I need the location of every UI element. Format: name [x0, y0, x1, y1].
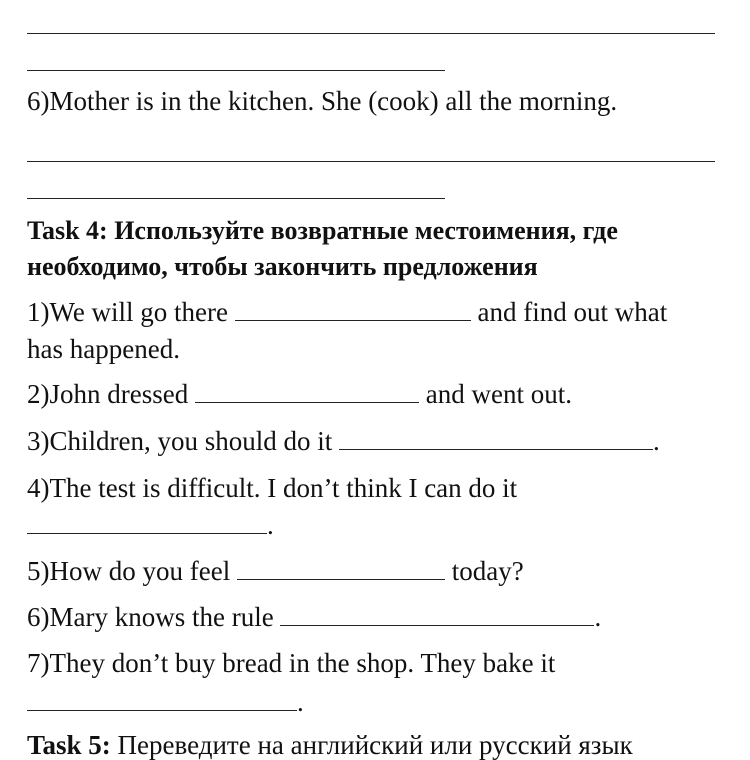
item-text: 3)Children, you should do it — [27, 426, 333, 456]
item-text: 2)John dressed — [27, 379, 189, 409]
answer-line[interactable] — [27, 70, 445, 71]
exercise-item — [27, 381, 572, 408]
answer-line[interactable] — [27, 161, 715, 162]
answer-blank[interactable] — [27, 709, 297, 711]
exercise-item — [27, 558, 524, 585]
answer-blank[interactable] — [339, 448, 653, 450]
item-text: and find out what — [477, 297, 668, 327]
answer-blank[interactable] — [195, 401, 419, 403]
exercise-item — [27, 299, 667, 326]
task-5-label: Task 5: — [27, 730, 111, 760]
answer-blank[interactable] — [280, 624, 594, 626]
exercise-item — [27, 428, 660, 455]
item-text: 5)How do you feel — [27, 556, 231, 586]
answer-line[interactable] — [27, 198, 445, 199]
task-5-title — [27, 732, 633, 759]
answer-blank[interactable] — [27, 532, 267, 534]
exercise-item — [27, 604, 601, 631]
item-text: . — [297, 687, 304, 717]
item-text: today? — [451, 556, 524, 586]
item-text: . — [267, 510, 274, 540]
item-text: 6)Mary knows the rule — [27, 602, 274, 632]
task-5-text: Переведите на английский или русский язык — [117, 730, 633, 760]
item-continuation: has happened. — [27, 334, 180, 364]
item-text: 1)We will go there — [27, 297, 229, 327]
item-continuation — [27, 689, 304, 716]
task-4-title: Task 4: Используйте возвратные местоимения, где — [27, 216, 618, 245]
item-text: and went out. — [425, 379, 572, 409]
item-continuation — [27, 512, 274, 539]
exercise-item: 4)The test is difficult. I don’t think I can do it — [27, 473, 518, 503]
exercise-item: 6)Mother is in the kitchen. She (cook) all the morning. — [27, 86, 618, 116]
answer-blank[interactable] — [235, 319, 471, 321]
answer-line[interactable] — [27, 33, 715, 34]
task-4-title-cont: необходимо, чтобы закончить предложения — [27, 252, 538, 281]
exercise-item: 7)They don’t buy bread in the shop. They bake it — [27, 648, 556, 678]
answer-blank[interactable] — [237, 578, 445, 580]
item-text: . — [594, 602, 602, 632]
item-text: . — [653, 426, 660, 456]
